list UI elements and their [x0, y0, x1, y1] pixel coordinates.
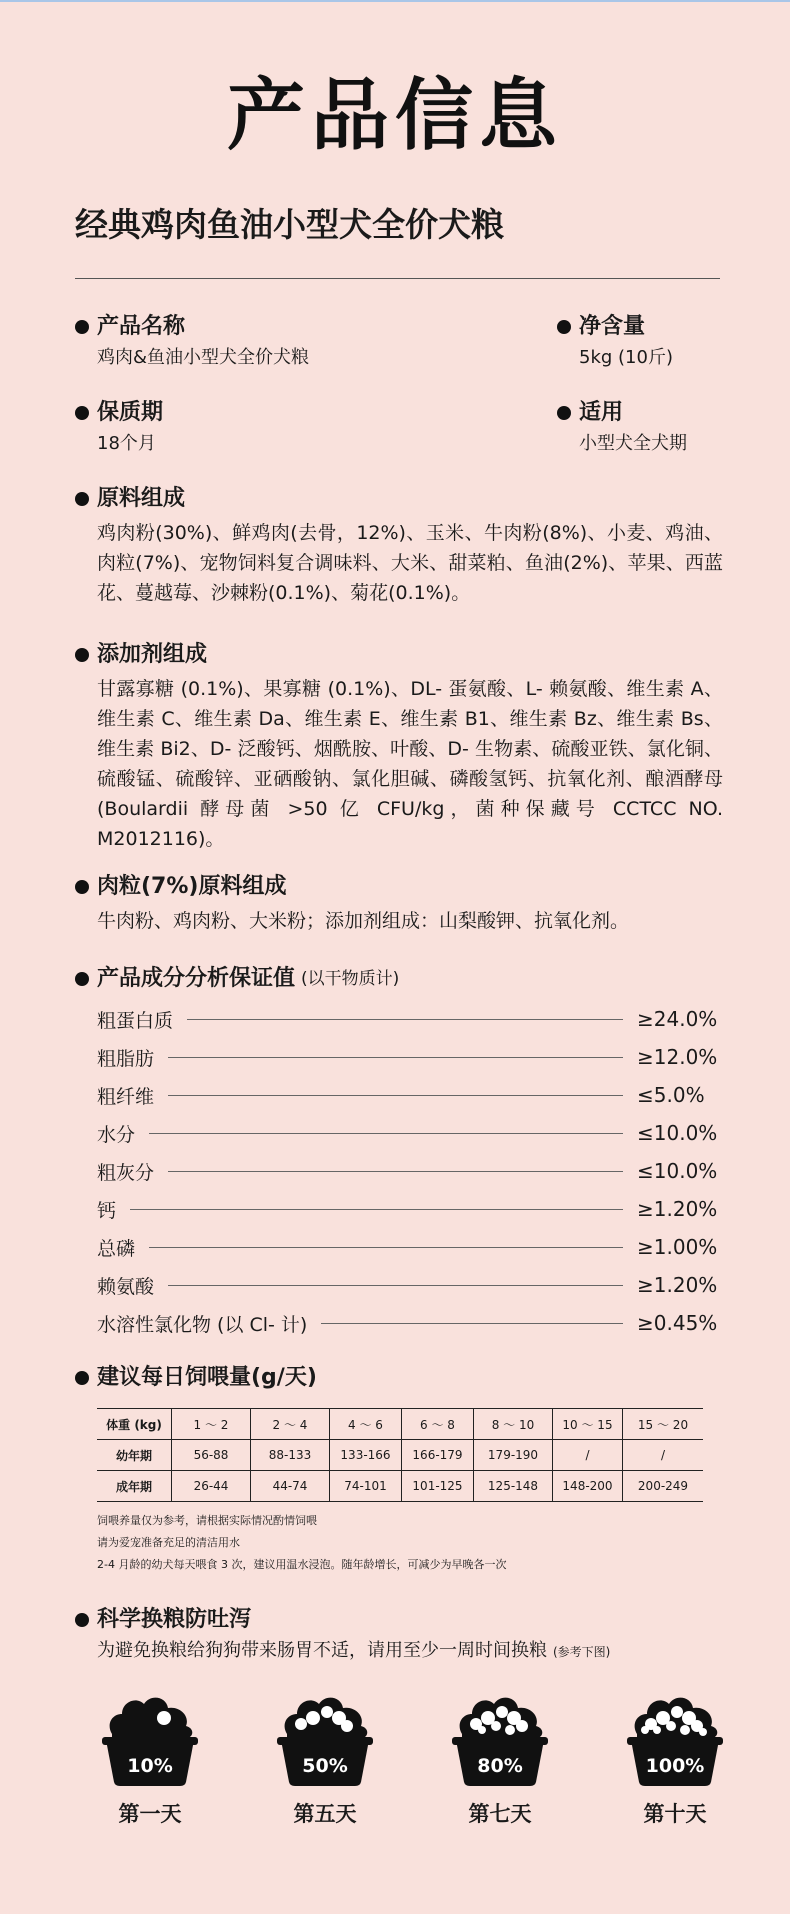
analysis-item-value: ≥1.20%	[637, 1273, 718, 1297]
leader-line	[168, 1171, 623, 1172]
section-shelf-life	[75, 398, 163, 458]
meat-granules-text: 牛肉粉、鸡肉粉、大米粉；添加剂组成：山梨酸钾、抗氧化剂。	[97, 910, 630, 932]
new-food-piece	[491, 1721, 501, 1731]
ingredients-text: 鸡肉粉(30%)、鲜鸡肉(去骨，12%)、玉米、牛肉粉(8%)、小麦、鸡油、肉粒(7%)、宠物饲料复合调味料、大米、甜菜粕、鱼油(2%)、苹果、西蓝花、蔓越莓、沙棘粉(0.1%)、菊花(0.1%)。	[97, 522, 723, 604]
product-subtitle: 经典鸡肉鱼油小型犬全价犬粮	[75, 205, 504, 244]
bowl-rim	[627, 1737, 723, 1745]
additives-label: 添加剂组成	[97, 642, 208, 667]
divider	[75, 278, 720, 279]
table-header-cell: 4 ～ 6	[330, 1409, 402, 1440]
table-header-row	[97, 1409, 703, 1440]
bowl-icon	[452, 1690, 548, 1788]
analysis-label: 产品成分分析保证值	[97, 966, 296, 991]
table-header-cell: 2 ～ 4	[251, 1409, 330, 1440]
table-cell: 26-44	[172, 1471, 251, 1502]
step-percent: 50%	[302, 1755, 348, 1777]
analysis-item-value: ≥0.45%	[637, 1311, 718, 1335]
table-cell: 88-133	[251, 1440, 330, 1471]
analysis-item-value: ≥24.0%	[637, 1007, 718, 1031]
analysis-item-name: 粗纤维	[97, 1085, 155, 1108]
table-header-cell: 8 ～ 10	[474, 1409, 553, 1440]
bowl-rim	[277, 1737, 373, 1745]
table-cell: 148-200	[553, 1471, 623, 1502]
step-day: 第一天	[118, 1802, 182, 1826]
feeding-note: 饲喂养量仅为参考，请根据实际情况酌情饲喂	[97, 1514, 317, 1527]
table-row	[97, 1471, 703, 1502]
analysis-row	[97, 1152, 718, 1190]
leader-line	[321, 1323, 623, 1324]
new-food-piece	[680, 1725, 690, 1735]
analysis-item-value: ≤10.0%	[637, 1159, 718, 1183]
step-day: 第十天	[643, 1802, 707, 1826]
feeding-note: 请为爱宠准备充足的清洁用水	[97, 1536, 240, 1549]
table-cell: 幼年期	[97, 1440, 172, 1471]
product-name-label: 产品名称	[97, 314, 186, 339]
analysis-item-value: ≤10.0%	[637, 1121, 718, 1145]
new-food-piece	[666, 1721, 676, 1731]
section-suitable	[557, 398, 687, 458]
section-feeding-heading	[75, 1363, 317, 1393]
bullet-icon	[75, 320, 89, 334]
shelf-life-value: 18个月	[97, 433, 156, 454]
table-cell: 179-190	[474, 1440, 553, 1471]
analysis-row	[97, 1228, 718, 1266]
table-header-cell: 体重 (kg)	[97, 1409, 172, 1440]
feeding-table	[97, 1408, 703, 1502]
table-header-cell: 10 ～ 15	[553, 1409, 623, 1440]
net-content-label: 净含量	[579, 314, 646, 339]
new-food-piece	[671, 1706, 683, 1718]
table-cell: 成年期	[97, 1471, 172, 1502]
bullet-icon	[557, 406, 571, 420]
bowl-rim	[102, 1737, 198, 1745]
analysis-item-name: 粗灰分	[97, 1161, 155, 1184]
suitable-value: 小型犬全犬期	[579, 433, 687, 454]
new-food-piece	[341, 1720, 353, 1732]
analysis-row	[97, 1114, 718, 1152]
product-name-value: 鸡肉&鱼油小型犬全价犬粮	[97, 347, 310, 368]
section-transition	[75, 1605, 610, 1666]
bullet-icon	[75, 648, 89, 662]
bowl-icon	[277, 1690, 373, 1788]
analysis-item-name: 总磷	[97, 1237, 136, 1260]
step-day: 第五天	[293, 1802, 357, 1826]
leader-line	[149, 1133, 623, 1134]
section-net-content	[557, 312, 673, 372]
section-ingredients	[75, 484, 723, 608]
analysis-item-value: ≤5.0%	[637, 1083, 705, 1107]
new-food-piece	[157, 1711, 171, 1725]
feeding-label: 建议每日饲喂量(g/天)	[97, 1365, 317, 1390]
feeding-note: 2-4 月龄的幼犬每天喂食 3 次，建议用温水浸泡。随年龄增长，可减少为早晚各一次	[97, 1558, 507, 1571]
table-cell: 200-249	[623, 1471, 704, 1502]
bullet-icon	[75, 492, 89, 506]
analysis-note: (以干物质计)	[301, 969, 400, 989]
section-analysis-heading	[75, 964, 399, 994]
section-product-name	[75, 312, 309, 372]
ingredients-label: 原料组成	[97, 486, 186, 511]
new-food-piece	[496, 1706, 508, 1718]
transition-steps	[90, 1690, 730, 1890]
bullet-icon	[75, 972, 89, 986]
net-content-value: 5kg (10斤)	[579, 347, 673, 368]
transition-step	[90, 1690, 210, 1828]
analysis-item-value: ≥1.00%	[637, 1235, 718, 1259]
analysis-item-name: 钙	[97, 1199, 117, 1222]
analysis-row	[97, 1038, 718, 1076]
analysis-item-value: ≥12.0%	[637, 1045, 718, 1069]
step-percent: 10%	[127, 1755, 173, 1777]
analysis-item-name: 水分	[97, 1123, 136, 1146]
new-food-piece	[505, 1725, 515, 1735]
additives-text: 甘露寡糖 (0.1%)、果寡糖 (0.1%)、DL- 蛋氨酸、L- 赖氨酸、维生素 A、维生素 C、维生素 Da、维生素 E、维生素 B1、维生素 Bz、维生素 Bs、维生素 Bi2、D- 泛酸钙、烟酰胺、叶酸、D- 生物素、硫酸亚铁、氯化铜、硫酸锰、硫酸锌、亚硒酸钠、氯化胆碱、磷酸氢钙、抗氧化剂、酿酒酵母 (Boulardii 酵母菌 >50 亿 CFU/kg，菌种保藏号 CCTCC NO. M2012116)。	[97, 678, 723, 850]
table-cell: 133-166	[330, 1440, 402, 1471]
bullet-icon	[75, 1371, 89, 1385]
analysis-row	[97, 1190, 718, 1228]
table-cell: /	[553, 1440, 623, 1471]
transition-step	[265, 1690, 385, 1828]
new-food-piece	[641, 1726, 649, 1734]
bowl-icon	[627, 1690, 723, 1788]
analysis-item-name: 赖氨酸	[97, 1275, 155, 1298]
analysis-item-value: ≥1.20%	[637, 1197, 718, 1221]
new-food-piece	[516, 1720, 528, 1732]
new-food-piece	[699, 1728, 707, 1736]
analysis-item-name: 粗蛋白质	[97, 1009, 174, 1032]
table-header-cell: 15 ～ 20	[623, 1409, 704, 1440]
section-additives	[75, 640, 723, 854]
shelf-life-label: 保质期	[97, 400, 164, 425]
transition-text-line	[97, 1637, 610, 1666]
transition-note: (参考下图)	[553, 1645, 611, 1659]
transition-step	[615, 1690, 735, 1828]
bowl-icon	[102, 1690, 198, 1788]
table-header-cell: 6 ～ 8	[402, 1409, 474, 1440]
analysis-row	[97, 1266, 718, 1304]
table-header-cell: 1 ～ 2	[172, 1409, 251, 1440]
new-food-piece	[653, 1726, 661, 1734]
leader-line	[149, 1247, 623, 1248]
step-percent: 100%	[645, 1755, 705, 1777]
bullet-icon	[75, 406, 89, 420]
bullet-icon	[557, 320, 571, 334]
step-percent: 80%	[477, 1755, 523, 1777]
table-cell: 74-101	[330, 1471, 402, 1502]
leader-line	[168, 1285, 623, 1286]
leader-line	[168, 1057, 623, 1058]
section-meat-granules	[75, 872, 723, 936]
table-cell: /	[623, 1440, 704, 1471]
analysis-list	[97, 1000, 718, 1342]
table-cell: 101-125	[402, 1471, 474, 1502]
analysis-item-name: 粗脂肪	[97, 1047, 155, 1070]
leader-line	[168, 1095, 623, 1096]
food-mound	[110, 1698, 193, 1738]
transition-text: 为避免换粮给狗狗带来肠胃不适，请用至少一周时间换粮	[97, 1640, 547, 1661]
page-title: 产品信息	[226, 71, 563, 161]
analysis-row	[97, 1000, 718, 1038]
analysis-row	[97, 1304, 718, 1342]
analysis-item-name: 水溶性氯化物 (以 Cl- 计)	[97, 1313, 308, 1336]
leader-line	[187, 1019, 623, 1020]
table-row	[97, 1440, 703, 1471]
new-food-piece	[478, 1726, 486, 1734]
bullet-icon	[75, 880, 89, 894]
leader-line	[130, 1209, 623, 1210]
bowl-rim	[452, 1737, 548, 1745]
table-cell: 56-88	[172, 1440, 251, 1471]
meat-granules-label: 肉粒(7%)原料组成	[97, 874, 287, 899]
table-cell: 125-148	[474, 1471, 553, 1502]
suitable-label: 适用	[579, 400, 624, 425]
transition-step	[440, 1690, 560, 1828]
new-food-piece	[295, 1718, 307, 1730]
new-food-piece	[321, 1706, 333, 1718]
feeding-notes	[97, 1510, 506, 1576]
top-border	[0, 0, 790, 2]
table-cell: 44-74	[251, 1471, 330, 1502]
transition-label: 科学换粮防吐泻	[97, 1607, 252, 1632]
table-cell: 166-179	[402, 1440, 474, 1471]
step-day: 第七天	[468, 1802, 532, 1826]
analysis-row	[97, 1076, 715, 1114]
bullet-icon	[75, 1613, 89, 1627]
new-food-piece	[306, 1711, 320, 1725]
